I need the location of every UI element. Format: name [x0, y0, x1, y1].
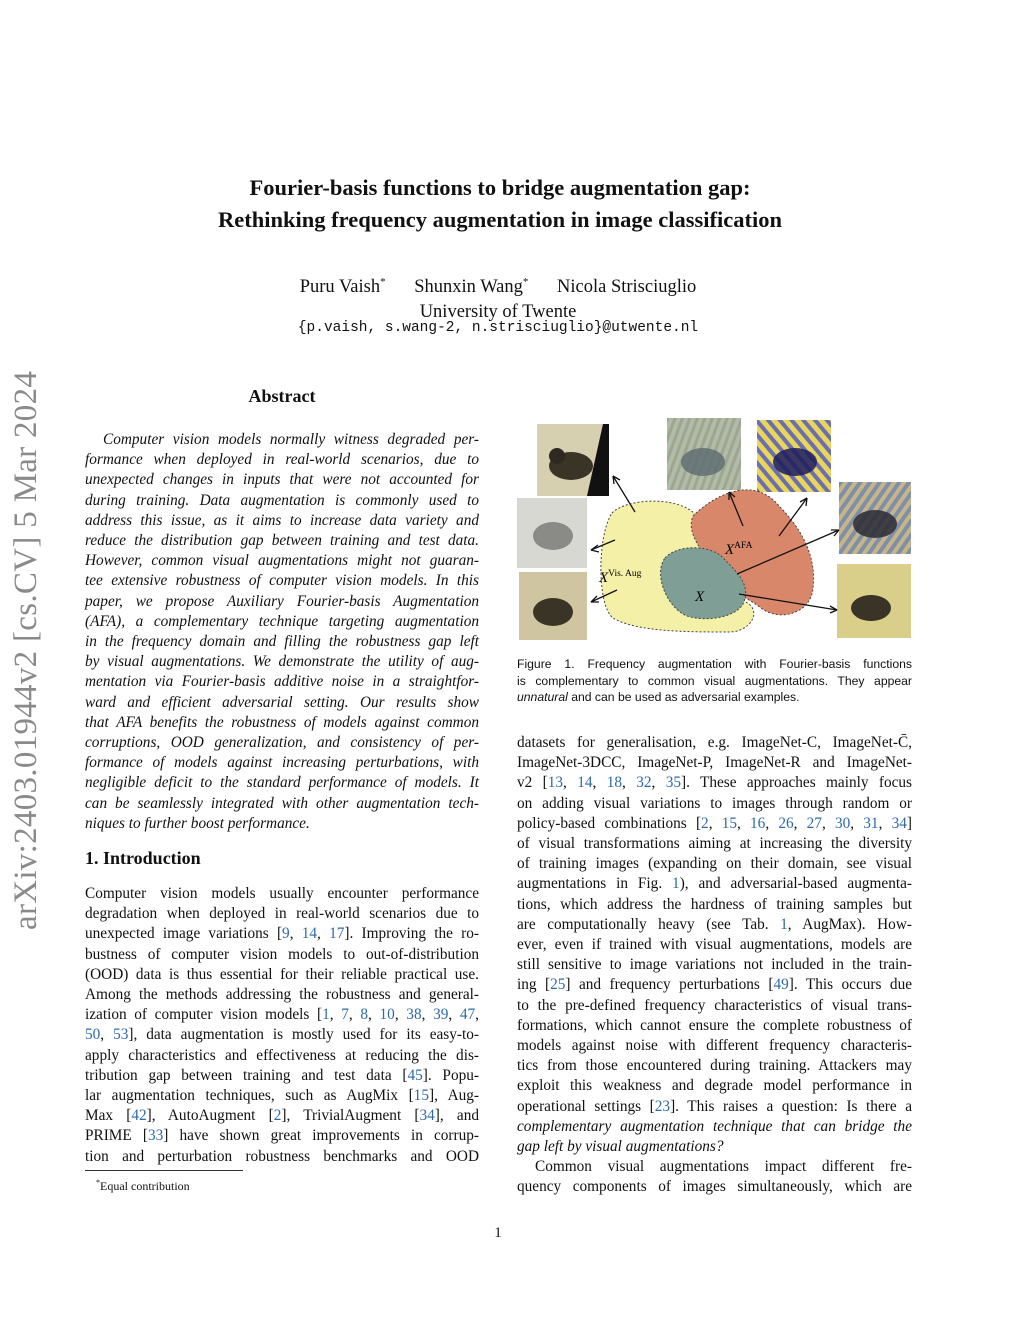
intro-lines-line: tribution gap between training and test data [45]. Popu- [85, 1066, 479, 1084]
footnote-rule [85, 1170, 243, 1171]
author-emails: {p.vaish, s.wang-2, n.strisciuglio}@utwente.nl [297, 320, 699, 336]
thumb-top-left [537, 424, 609, 496]
figure-1-caption [517, 656, 912, 706]
abstract-lines-line: reduce the distribution gap between training and test data. [85, 532, 479, 550]
paper-title-line-2: Rethinking frequency augmentation in image classification [218, 207, 782, 232]
footnote: *Equal contribution [96, 1178, 190, 1193]
abstract-heading: Abstract [248, 386, 316, 406]
author-2: Shunxin Wang* [414, 276, 529, 298]
abstract-lines-line: by visual augmentations. We demonstrate the utility of aug- [85, 653, 479, 671]
abstract-lines-line: tee extensive robustness of computer vision models. In this [85, 572, 479, 590]
thumb-top-center [667, 418, 741, 490]
caption-lines-line: Figure 1. Frequency augmentation with Fourier-basis functions [517, 657, 912, 671]
intro-lines-line: degradation when deployed in real-world scenarios due to [85, 905, 479, 923]
abstract-lines-line: in the frequency domain and filling the robustness gap left [85, 633, 479, 651]
right-lines-line: datasets for generalisation, e.g. ImageNet-C, ImageNet-C̄, [517, 734, 912, 751]
author-1: Puru Vaish* [299, 276, 386, 298]
right-lines-line: tions, which address the hardness of training samples but [517, 895, 912, 913]
intro-lines-line: PRIME [33] have shown great improvements in corrup- [85, 1127, 479, 1145]
intro-lines-line: lar augmentation techniques, such as AugMix [15], Aug- [85, 1087, 480, 1105]
abstract-lines-line: ward and efficient adversarial setting. Our results show [85, 693, 479, 711]
affiliation: University of Twente [419, 302, 577, 323]
author-list [0, 270, 996, 325]
right-lines-line: gap left by visual augmentations? [517, 1138, 724, 1156]
figure-1 [517, 418, 912, 646]
abstract-lines-line: negligible deficit to the standard performance of models. It [85, 774, 479, 792]
thumb-bottom-left [519, 572, 587, 640]
right-lines-line: ever, even if trained with visual augmentations, models are [517, 936, 912, 954]
right-lines-line: quency components of images simultaneously, which are [517, 1178, 912, 1196]
intro-lines-line: ization of computer vision models [1, 7, 8, 10, 38, 39, 47, [85, 1006, 479, 1024]
intro-body [85, 884, 479, 1167]
abstract-lines-line: Computer vision models normally witness degraded per- [103, 431, 479, 448]
right-lines-line: are computationally heavy (see Tab. 1, AugMax). How- [517, 915, 912, 933]
page-number: 1 [494, 1225, 502, 1241]
arxiv-identifier: arXiv:2403.01944v2 [cs.CV] 5 Mar 2024 [8, 370, 44, 930]
right-lines-line: on adding visual variations to images through random or [517, 794, 912, 812]
abstract-lines-line: mentation via Fourier-basis additive noise in a straightfor- [85, 673, 479, 691]
right-column-body [517, 733, 912, 1198]
caption-lines-line: is complementary to common visual augmentations. They appear [517, 673, 912, 688]
abstract-lines-line: can be seamlessly integrated with other augmentation tech- [85, 794, 479, 812]
abstract-lines-line: during training. Data augmentation is commonly used to [85, 491, 479, 509]
right-lines-line: tics from those encountered during training. Attackers may [517, 1057, 912, 1075]
thumb-bottom-right [837, 564, 911, 638]
label-x: X [695, 589, 705, 605]
intro-heading: 1. Introduction [85, 848, 201, 868]
intro-lines-line: bustness of computer vision models to out-of-distribution [85, 945, 479, 963]
abstract-lines-line: niques to further boost performance. [85, 814, 310, 832]
abstract-lines-line: address this issue, as it aims to increase data variety and [85, 511, 479, 529]
intro-lines-line: Among the methods addressing the robustness and general- [85, 986, 479, 1004]
label-afa: $X^{AFA}$ [725, 541, 753, 558]
right-lines-line: Common visual augmentations impact different fre- [535, 1158, 912, 1176]
right-lines-line: ing [25] and frequency perturbations [49]. This occurs due [517, 976, 913, 994]
right-lines-line: exploit this weakness and degrade model performance in [517, 1077, 912, 1095]
abstract-lines-line: unexpected changes in inputs that were not accounted for [85, 471, 479, 489]
right-lines-line: still sensitive to image variations not included in the train- [517, 956, 912, 974]
abstract-lines-line: (AFA), a complementary technique targeting augmentation [85, 612, 479, 630]
right-lines-line: of training images (expanding on their domain, see visual [517, 855, 912, 873]
abstract-body [85, 430, 479, 834]
right-lines-line: models against noise with different frequency characteris- [517, 1037, 912, 1055]
thumb-mid-right [839, 482, 911, 554]
right-lines-line: complementary augmentation technique that can bridge the [517, 1117, 912, 1135]
abstract-lines-line: However, common visual augmentations might not guaran- [85, 552, 479, 570]
abstract-lines-line: formance when deployed in real-world scenarios, due to [85, 451, 479, 469]
abstract-lines-line: corruptions, OOD generalization, and consistency of per- [85, 734, 479, 752]
thumb-top-right [757, 420, 831, 492]
paper-title-line-1: Fourier-basis functions to bridge augmentation gap: [249, 175, 751, 200]
intro-lines-line: (OOD) data is thus essential for their reliable practical use. [85, 965, 479, 983]
thumb-mid-left [517, 498, 587, 568]
abstract-lines-line: paper, we propose Auxiliary Fourier-basis Augmentation [85, 592, 479, 610]
intro-lines-line: tion and perturbation robustness benchmarks and OOD [85, 1147, 479, 1165]
right-lines-line: augmentations in Fig. 1), and adversarial-based augmenta- [517, 875, 912, 893]
intro-lines-line: unexpected image variations [9, 14, 17]. Improving the ro- [85, 925, 479, 943]
caption-lines-line: unnatural and can be used as adversarial examples. [517, 690, 800, 704]
abstract-lines-line: formance of models against increasing perturbations, with [85, 754, 479, 772]
right-lines-line: to the pre-defined frequency characteristics of visual trans- [517, 996, 912, 1014]
right-lines-line: v2 [13, 14, 18, 32, 35]. These approaches mainly focus [517, 774, 912, 792]
abstract-lines-line: that AFA benefits the robustness of models against common [85, 713, 479, 731]
intro-lines-line: apply characteristics and effectiveness at reducing the dis- [85, 1046, 479, 1064]
intro-lines-line: Computer vision models usually encounter performance [85, 885, 479, 902]
right-lines-line: ImageNet-3DCC, ImageNet-P, ImageNet-R and ImageNet- [517, 754, 912, 772]
label-vis-aug: $X^{Vis. Aug}$ [599, 569, 642, 586]
intro-lines-line: Max [42], AutoAugment [2], TrivialAugment [34], and [85, 1107, 479, 1125]
author-3: Nicola Strisciuglio [557, 277, 697, 298]
intro-lines-line: 50, 53], data augmentation is mostly used for its easy-to- [85, 1026, 479, 1044]
right-lines-line: operational settings [23]. This raises a question: Is there a [517, 1097, 912, 1115]
right-lines-line: policy-based combinations [2, 15, 16, 26, 27, 30, 31, 34] [517, 814, 912, 832]
right-lines-line: formations, which cannot ensure the complete robustness of [517, 1016, 912, 1034]
right-lines-line: of visual transformations aiming at increasing the diversity [517, 835, 912, 853]
